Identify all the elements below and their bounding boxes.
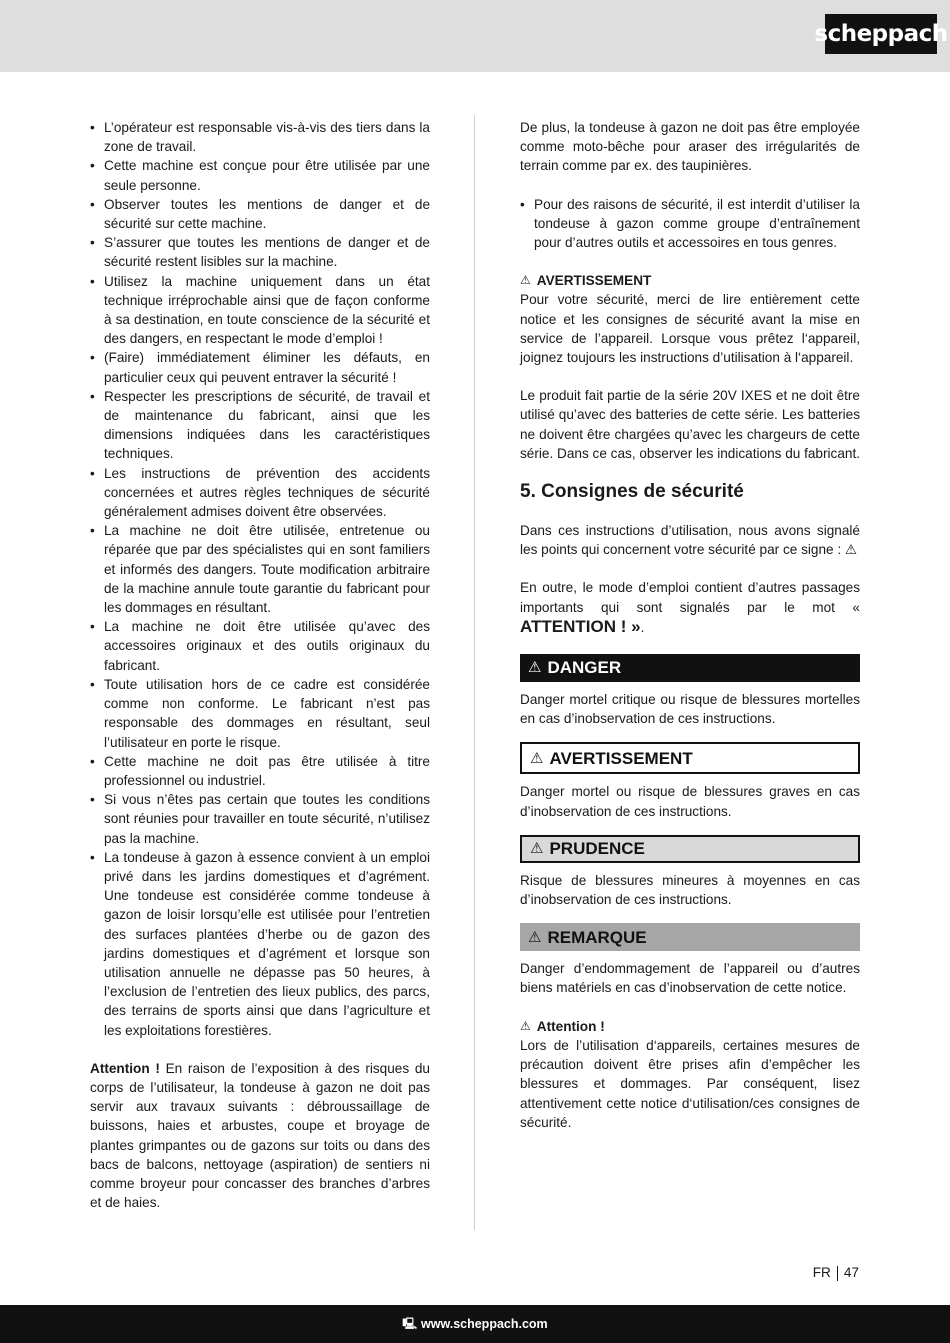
attention-heading bbox=[520, 1017, 860, 1036]
warning-signal-box bbox=[520, 742, 860, 774]
page-num: 47 bbox=[843, 1265, 859, 1280]
list-item: • Les instructions de prévention des accidents concernées et autres règles techniques de sécurité généralement admises doivent être observées. bbox=[90, 464, 430, 522]
danger-description: Danger mortel critique ou risque de blessures mortelles en cas d’inobservation de ces instructions. bbox=[520, 692, 860, 727]
footer-url[interactable]: www.scheppach.com bbox=[421, 1317, 548, 1331]
attention-word: ATTENTION ! » bbox=[520, 616, 641, 636]
safety-bullet-list bbox=[90, 118, 430, 1040]
caution-signal-box bbox=[520, 835, 860, 863]
list-item: • Observer toutes les mentions de danger et de sécurité sur cette machine. bbox=[90, 195, 430, 233]
notice-description: Danger d’endommagement de l’appareil ou d’autres biens matériels en cas d’inobservation de cette notice. bbox=[520, 961, 860, 996]
list-item: • Toute utilisation hors de ce cadre est considérée comme non conforme. Le fabricant n’est pas responsable des dommages en résultant, seul l’utilisateur en porte le risque. bbox=[90, 675, 430, 752]
header-bar bbox=[0, 0, 950, 72]
list-item: • La machine ne doit être utilisée qu’avec des accessoires originaux et des outils originaux du fabricant. bbox=[90, 617, 430, 675]
list-item: • (Faire) immédiatement éliminer les défauts, en particulier ceux qui peuvent entraver la sécurité ! bbox=[90, 348, 430, 386]
list-item: • Utilisez la machine uniquement dans un état technique irréprochable ainsi que de façon conforme à sa destination, en toute conscience de la sécurité et des dangers, en respectant le mode d’emploi ! bbox=[90, 272, 430, 349]
list-item: • Si vous n’êtes pas certain que toutes les conditions sont réunies pour travailler en toute sécurité, n’utilisez pas la machine. bbox=[90, 790, 430, 848]
list-item: • La machine ne doit être utilisée, entretenue ou réparée que par des spécialistes qui en sont familiers et informés des dangers. Toute modification arbitraire de la machine annule toute garantie du fabricant pour les dommages en résultant. bbox=[90, 521, 430, 617]
right-column bbox=[520, 118, 860, 1132]
danger-signal-box bbox=[520, 654, 860, 682]
notice-label: REMARQUE bbox=[547, 927, 647, 947]
attention-paragraph bbox=[90, 1059, 430, 1213]
warning-triangle-icon: ⚠ bbox=[528, 659, 542, 677]
page-number bbox=[813, 1265, 859, 1281]
warning-triangle-icon: ⚠ bbox=[520, 273, 531, 288]
warning-triangle-icon: ⚠ bbox=[520, 1018, 531, 1033]
notice-signal-box bbox=[520, 923, 860, 951]
right-bullet-list bbox=[520, 195, 860, 253]
list-item: • Cette machine ne doit pas être utilisée à titre professionnel ou industriel. bbox=[90, 752, 430, 790]
attention-text: En raison de l’exposition à des risques du corps de l’utilisateur, la tondeuse à gazon ne doit pas servir aux travaux suivants : débroussaillage de buissons, haies et arbustes, coupe et broyage de plantes grimpantes ou de gazons sur toits ou dans des bacs de balcons, nettoyage (aspiration) de sentiers ni comme broyeur pour concasser des branches d’arbres et de haies. bbox=[90, 1060, 430, 1211]
warning-heading bbox=[520, 271, 860, 290]
column-divider bbox=[474, 115, 475, 1230]
list-item: • Pour des raisons de sécurité, il est interdit d’utiliser la tondeuse à gazon comme groupe d’entraînement pour d’autres outils et accessoires en tous genres. bbox=[520, 195, 860, 253]
danger-label: DANGER bbox=[547, 658, 622, 678]
section-title: 5. Consignes de sécurité bbox=[520, 481, 744, 503]
page-lang: FR bbox=[812, 1265, 831, 1280]
warning-triangle-icon: ⚠ bbox=[530, 840, 544, 858]
brand-logo: scheppach bbox=[825, 14, 937, 54]
attention-title: Attention ! bbox=[536, 1018, 605, 1034]
warning-triangle-icon: ⚠ bbox=[528, 928, 542, 946]
battery-paragraph: Le produit fait partie de la série 20V IXES et ne doit être utilisé qu’avec des batteries de cette série. Les batteries ne doivent être chargées qu’avec les chargeurs de cette série. Dans ce cas, observer les indications du fabricant. bbox=[520, 388, 861, 461]
list-item: • Respecter les prescriptions de sécurité, de travail et de maintenance du fabricant, ainsi que les dimensions indiquées dans les caractéristiques techniques. bbox=[90, 387, 430, 464]
left-column bbox=[90, 118, 430, 1212]
caution-label: PRUDENCE bbox=[549, 839, 645, 859]
list-item: • S’assurer que toutes les mentions de danger et de sécurité restent lisibles sur la machine. bbox=[90, 233, 430, 271]
intro-paragraph: De plus, la tondeuse à gazon ne doit pas être employée comme moto-bêche pour araser des irrégularités de terrain comme par ex. des taupinières. bbox=[520, 120, 860, 174]
monitor-icon: 🖳 bbox=[402, 1317, 418, 1330]
section-p2-suffix: . bbox=[640, 619, 645, 635]
list-item: • La tondeuse à gazon à essence convient à un emploi privé dans les jardins domestiques et d’agrément. Une tondeuse est considérée comme tondeuse à gazon de loisir lorsqu’elle est utilisée pour l’entretien des surfaces plantées d’herbe ou de gazon des jardins domestiques et d’agrément et lorsque son utilisation annuelle ne dépasse pas 50 heures, à l’exclusion de l’entretien des lieux publics, des parcs, des terrains de sports ainsi que dans l’agriculture et les exploitations forestières. bbox=[90, 848, 430, 1040]
attention-label: Attention ! bbox=[90, 1060, 160, 1076]
section-paragraph-2 bbox=[520, 578, 860, 637]
warning-description: Danger mortel ou risque de blessures graves en cas d’inobservation de ces instructions. bbox=[520, 784, 860, 819]
list-item: • Cette machine est conçue pour être utilisée par une seule personne. bbox=[90, 156, 430, 194]
warning-paragraph: Pour votre sécurité, merci de lire entièrement cette notice et les consignes de sécurité avant la mise en service de l’appareil. Lorsque vous prêtez l‘appareil, joignez toujours les instructions d’utilisation à l‘appareil. bbox=[520, 292, 860, 366]
section-paragraph-1: Dans ces instructions d’utilisation, nous avons signalé les points qui concernent votre sécurité par ce signe : ⚠ bbox=[520, 523, 860, 558]
warning-label: AVERTISSEMENT bbox=[549, 748, 693, 768]
warning-title: AVERTISSEMENT bbox=[536, 273, 652, 289]
warning-triangle-icon: ⚠ bbox=[530, 749, 544, 767]
section-p2-prefix: En outre, le mode d’emploi contient d’autres passages importants qui sont signalés par le mot « bbox=[520, 580, 860, 615]
attention-description: Lors de l’utilisation d‘appareils, certaines mesures de précaution doivent être prises afin d’empêcher les blessures et dommages. Par conséquent, lisez attentivement cette notice d‘utilisation/ces consignes de sécurité. bbox=[520, 1037, 860, 1130]
caution-description: Risque de blessures mineures à moyennes en cas d’inobservation de ces instructions. bbox=[520, 872, 860, 908]
footer-bar bbox=[0, 1305, 950, 1343]
list-item: • L’opérateur est responsable vis-à-vis des tiers dans la zone de travail. bbox=[90, 118, 430, 156]
